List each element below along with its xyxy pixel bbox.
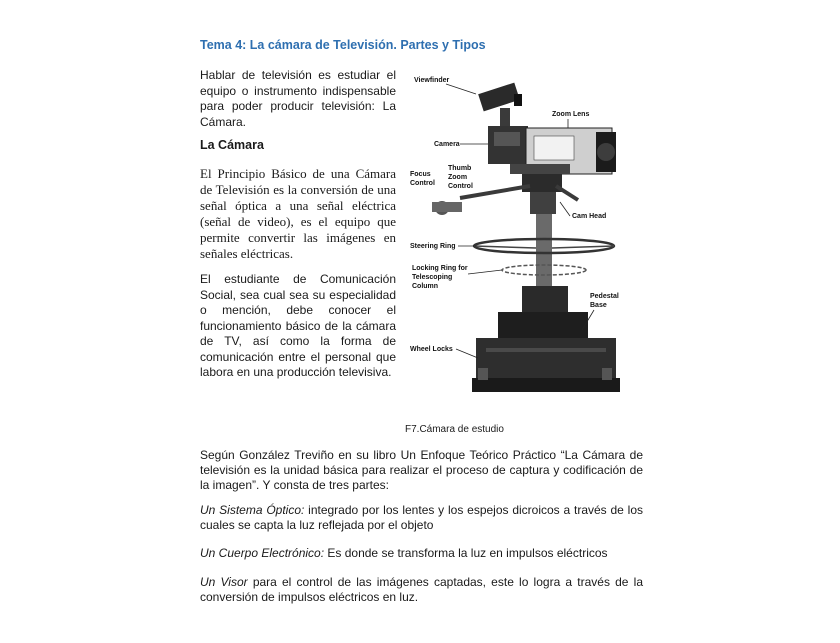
principle-paragraph: El Principio Básico de una Cámara de Televisión es la conversión de una señal óptica a una señal eléctrica (señal de video), es el equipo que permite convertir las imágenes en señales eléctricas. <box>200 166 396 261</box>
studio-camera-illustration <box>402 68 628 418</box>
label-viewfinder: Viewfinder <box>414 77 450 84</box>
gonzalez-paragraph: Según González Treviño en su libro Un Enfoque Teórico Práctico “La Cámara de televisión es la unidad básica para realizar el proceso de captura y codificación de la imagen”. Y consta de tres partes: <box>200 448 643 492</box>
studio-camera-figure <box>402 68 628 418</box>
part-name: Un Visor <box>200 575 248 589</box>
label-thumb-3: Control <box>448 183 473 190</box>
label-focus-1: Focus <box>410 171 431 178</box>
label-pedestal-1: Pedestal <box>590 293 619 300</box>
label-steering-ring: Steering Ring <box>410 243 456 250</box>
page-title: Tema 4: La cámara de Televisión. Partes y Tipos <box>200 38 486 52</box>
part-description: para el control de las imágenes captadas, este lo logra a través de la conversión de impulsos eléctricos en luz. <box>200 575 643 604</box>
part-electronic-body <box>200 546 643 561</box>
label-locking-3: Column <box>412 283 439 290</box>
figure-caption: F7.Cámara de estudio <box>405 424 504 435</box>
label-pedestal-2: Base <box>590 302 607 309</box>
label-thumb-1: Thumb <box>448 165 472 172</box>
part-description: integrado por los lentes y los espejos dicroicos a través de los cuales se capta la luz reflejada por el objeto <box>200 503 643 532</box>
part-name: Un Sistema Óptico: <box>200 503 305 517</box>
part-viewfinder <box>200 575 643 605</box>
label-thumb-2: Zoom <box>448 174 468 181</box>
label-focus-2: Control <box>410 180 435 187</box>
label-locking-1: Locking Ring for <box>412 265 468 272</box>
intro-paragraph: Hablar de televisión es estudiar el equipo o instrumento indispensable para poder producir televisión: La Cámara. <box>200 68 396 129</box>
section-heading: La Cámara <box>200 138 264 152</box>
part-optical-system <box>200 503 643 533</box>
student-paragraph: El estudiante de Comunicación Social, sea cual sea su especialidad o mención, debe conocer el funcionamiento básico de la cámara de TV, así como la forma de comunicación entre el personal que labora en una producción televisiva. <box>200 272 396 379</box>
part-description: Es donde se transforma la luz en impulsos eléctricos <box>324 546 608 560</box>
label-locking-2: Telescoping <box>412 274 453 281</box>
part-name: Un Cuerpo Electrónico: <box>200 546 325 560</box>
label-zoom-lens: Zoom Lens <box>552 111 590 118</box>
label-wheel-locks: Wheel Locks <box>410 346 453 353</box>
label-cam-head: Cam Head <box>572 213 607 220</box>
label-camera: Camera <box>434 141 460 148</box>
